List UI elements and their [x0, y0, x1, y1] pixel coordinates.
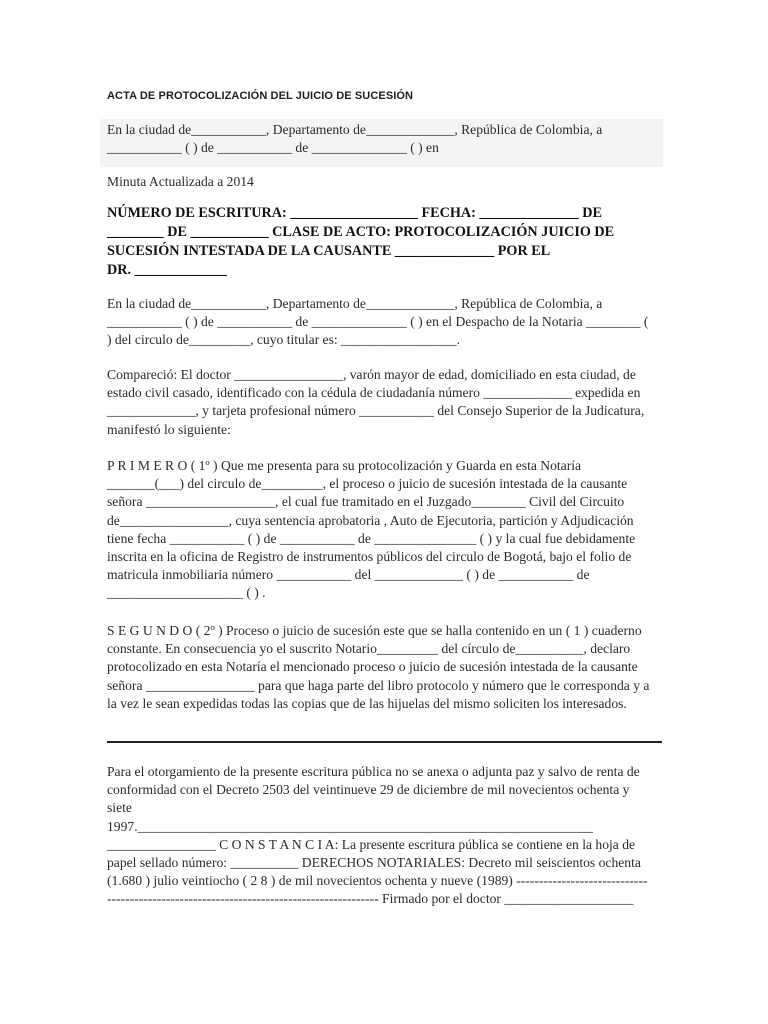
otorgamiento-paragraph: Para el otorgamiento de la presente escritura pública no se anexa o adjunta paz y salvo de renta de conformidad con el Decreto 2503 del veintinueve 29 de diciembre de mil novecientos ochenta y siete 1997.___________________________________________________________________ ________________ C O N S T A N C I A: La presente escritura pública se contiene en la hoja de papel sellado número: __________ DERECHOS NOTARIALES: Decreto mil seiscientos ochenta (1.680 ) julio veintiocho ( 2 8 ) de mil novecientos ochenta y nueve (1989) ----------------------------- ------------------------------------------------------------ Firmado por el doctor ___________________	[107, 764, 648, 907]
city-paragraph: En la ciudad de___________, Departamento de_____________, República de Colombia, a ___________ ( ) de ___________ de ______________ ( ) en el Despacho de la Notaria ________ ( ) del circulo de_________, cuyo titular es: _________________.	[107, 296, 649, 348]
section-divider	[107, 741, 662, 743]
deed-heading: NÚMERO DE ESCRITURA: __________________ FECHA: ______________ DE ________ DE ___________ CLASE DE ACTO: PROTOCOLIZACIÓN JUICIO DE SUCESIÓN INTESTADA DE LA CAUSANTE ______________ POR EL DR. _____________	[107, 205, 615, 278]
primero-clause: P R I M E R O ( 1º ) Que me presenta para su protocolización y Guarda en esta Notaría _______(___) del circulo de_________, el proceso o juicio de sucesión intestada de la causante señora ___________________, el cual fue tramitado en el Juzgado________ Civil del Circuito de________________, cuya sentencia aprobatoria , Auto de Ejecutoria, partición y Adjudicación tiene fecha ___________ ( ) de ___________ de _______________ ( ) y la cual fue debidamente inscrita en la oficina de Registro de instrumentos públicos del circulo de Bogotá, bajo el folio de matricula inmobiliaria número ___________ del _____________ ( ) de ___________ de ____________________ ( ) .	[107, 458, 636, 601]
document-title: ACTA DE PROTOCOLIZACIÓN DEL JUICIO DE SUCESIÓN	[107, 90, 414, 102]
update-note: Minuta Actualizada a 2014	[107, 174, 254, 189]
comparecio-paragraph: Compareció: El doctor ________________, varón mayor de edad, domiciliado en esta ciudad, de estado civil casado, identificado con la cédula de ciudadanía número _____________ expedida en _____________, y tarjeta profesional número ___________ del Consejo Superior de la Judicatura, manifestó lo siguiente:	[107, 367, 645, 437]
intro-paragraph: En la ciudad de___________, Departamento de_____________, República de Colombia, a ___________ ( ) de ___________ de ______________ ( ) en	[107, 122, 603, 156]
segundo-clause: S E G U N D O ( 2º ) Proceso o juicio de sucesión este que se halla contenido en un ( 1 ) cuaderno constante. En consecuencia yo el suscrito Notario_________ del círculo de__________, declaro protocolizado en esta Notaría el mencionado proceso o juicio de sucesión intestada de la causante señora ________________ para que haga parte del libro protocolo y número que le corresponda y a la vez le sean expedidas todas las copias que de las hijuelas del mismo soliciten los interesados.	[107, 623, 650, 711]
